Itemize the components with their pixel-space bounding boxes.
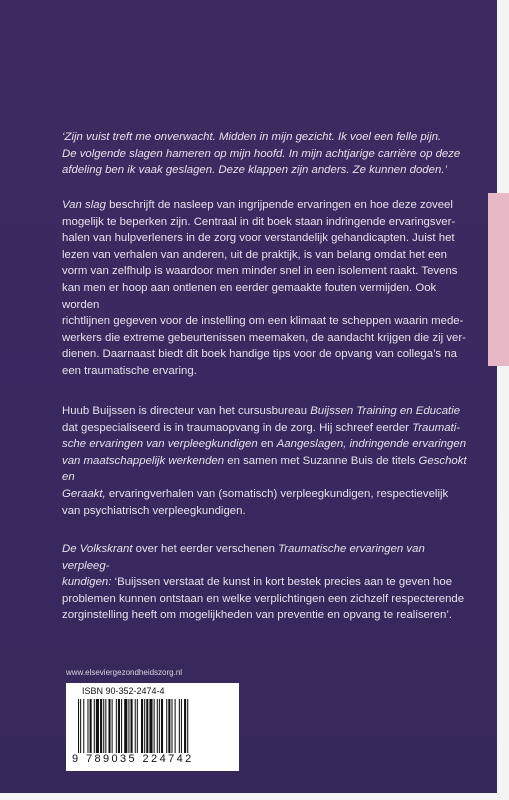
description-line: [62, 197, 474, 214]
description-line: dienen. Daarnaast biedt dit boek handige tips voor de opvang van collega’s na: [62, 348, 457, 361]
barcode-bar: [128, 699, 129, 753]
barcode-bar: [146, 699, 148, 753]
barcode-bar: [168, 699, 170, 753]
barcode-bar: [159, 699, 160, 753]
title-span: Geschokt en: [62, 454, 467, 484]
author-bio: [62, 403, 474, 519]
barcode-bar: [166, 699, 167, 753]
opening-quote: [62, 129, 474, 179]
barcode-bar: [141, 699, 143, 753]
barcode-bar: [100, 699, 102, 753]
barcode-bar: [124, 699, 127, 753]
barcode-bar: [80, 699, 81, 753]
barcode-bar: [112, 699, 113, 753]
barcode-bar: [96, 699, 99, 753]
text-span: dat gespecialiseerd is in traumaopvang in de zorg. Hij schreef eerder: [62, 421, 413, 434]
book-title: Van slag: [62, 199, 106, 211]
barcode-bar: [108, 699, 110, 753]
title-span: Geraakt,: [62, 487, 106, 500]
barcode-bar: [90, 699, 92, 753]
pink-side-tab: [488, 193, 509, 366]
description-line: mogelijk te beperken zijn. Centraal in dit boek staan indringende ervaringsver-: [62, 215, 456, 228]
quote-line: afdeling ben ik vaak geslagen. Deze klappen zijn anders. Ze kunnen doden.’: [62, 164, 448, 177]
title-span: kundigen:: [62, 576, 112, 589]
barcode-bar: [78, 699, 79, 753]
publication-name: De Volkskrant: [62, 543, 133, 555]
description-line: vorm van zelfhulp is waardoor men minder snel in een isolement raakt. Tevens: [62, 265, 458, 278]
text-span: en samen met Suzanne Buis de titels: [224, 454, 419, 467]
description-line: lezen van verhalen van anderen, uit de praktijk, is van belang omdat het een: [62, 248, 448, 261]
bio-line: [62, 486, 474, 503]
barcode-bar: [131, 699, 133, 753]
title-span: sche ervaringen van verpleegkundigen: [62, 438, 258, 451]
barcode-bar: [121, 699, 122, 753]
bio-line: [62, 403, 474, 420]
description-line: halen van hulpverleners in de zorg voor verstandelijk gehandicapten. Juist het: [62, 232, 455, 245]
description-line: een traumatische ervaring.: [62, 364, 197, 377]
description-line: werkers die extreme gebeurtenissen meemaken, de aandacht krijgen die zij ver-: [62, 331, 466, 344]
barcode-bar: [179, 699, 180, 753]
isbn-number: ISBN 90-352-2474-4: [82, 686, 165, 696]
barcode-bar: [105, 699, 106, 753]
barcode-bar: [161, 699, 163, 753]
description-line: kan men er hoop aan ontlenen en eerder gemaakte fouten vermijden. Ook worden: [62, 281, 437, 311]
title-span: Traumatische ervaringen van verpleeg-: [62, 543, 425, 572]
bio-line: van psychiatrisch verpleegkundigen.: [62, 504, 246, 517]
barcode-bar: [184, 699, 186, 753]
publisher-url: www.elseviergezondheidszorg.nl: [66, 668, 183, 677]
text-span: ‘Buijssen verstaat de kunst in kort bestek precies aan te geven hoe: [111, 576, 453, 589]
barcode-bar: [103, 699, 104, 753]
barcode-bar: [171, 699, 172, 753]
barcode-bar: [116, 699, 117, 753]
review-line: zorginstelling heeft om mogelijkheden van preventie en opvang te realiseren’.: [62, 609, 453, 622]
text-span: over het eerder verschenen: [132, 543, 279, 555]
text-span: ervaringverhalen van (somatisch) verpleegkundigen, respectievelijk: [105, 487, 449, 500]
barcode-bar: [157, 699, 158, 753]
text-span: Huub Buijssen is directeur van het cursusbureau: [62, 405, 311, 417]
text-span: beschrijft de nasleep van ingrijpende ervaringen en hoe deze zoveel: [105, 199, 453, 211]
barcode-bar: [149, 699, 152, 753]
quote-line: De volgende slagen hameren op mijn hoofd. In mijn achtjarige carrière op deze: [62, 147, 461, 160]
barcode-bar: [83, 699, 84, 753]
bio-line: [62, 420, 474, 437]
review-line: problemen kunnen ontstaan en welke verplichtingen een zichzelf respecterende: [62, 592, 465, 605]
barcode-bar: [175, 699, 176, 753]
title-span: Aangeslagen, indringende ervaringen: [276, 438, 467, 451]
barcode-bar: [94, 699, 95, 753]
press-review: [62, 541, 474, 624]
description-line: richtlijnen gegeven voor de instelling om een klimaat te scheppen waarin mede-: [62, 315, 464, 328]
barcode-bar: [154, 699, 155, 753]
title-span: van maatschappelijk werkenden: [62, 454, 225, 467]
barcode-bar: [181, 699, 182, 753]
barcode-bar: [137, 699, 138, 753]
barcode-bar: [135, 699, 136, 753]
bio-line: [62, 436, 474, 453]
barcode-icon: [78, 699, 228, 753]
bio-line: [62, 453, 474, 486]
book-description: [62, 197, 474, 380]
barcode-bar: [87, 699, 88, 753]
ean-number: 9 789035 224742: [72, 753, 194, 765]
barcode-label: [66, 683, 239, 771]
review-line: [62, 574, 474, 591]
title-span: Traumati-: [412, 421, 461, 434]
company-name: Buijssen Training en Educatie: [310, 405, 461, 417]
text-span: en: [257, 438, 277, 451]
quote-line: ‘Zijn vuist treft me onverwacht. Midden in mijn gezicht. Ik voel een felle pijn.: [62, 131, 442, 143]
barcode-bar: [187, 699, 188, 753]
review-line: [62, 541, 474, 574]
barcode-bar: [118, 699, 120, 753]
barcode-bar: [144, 699, 145, 753]
